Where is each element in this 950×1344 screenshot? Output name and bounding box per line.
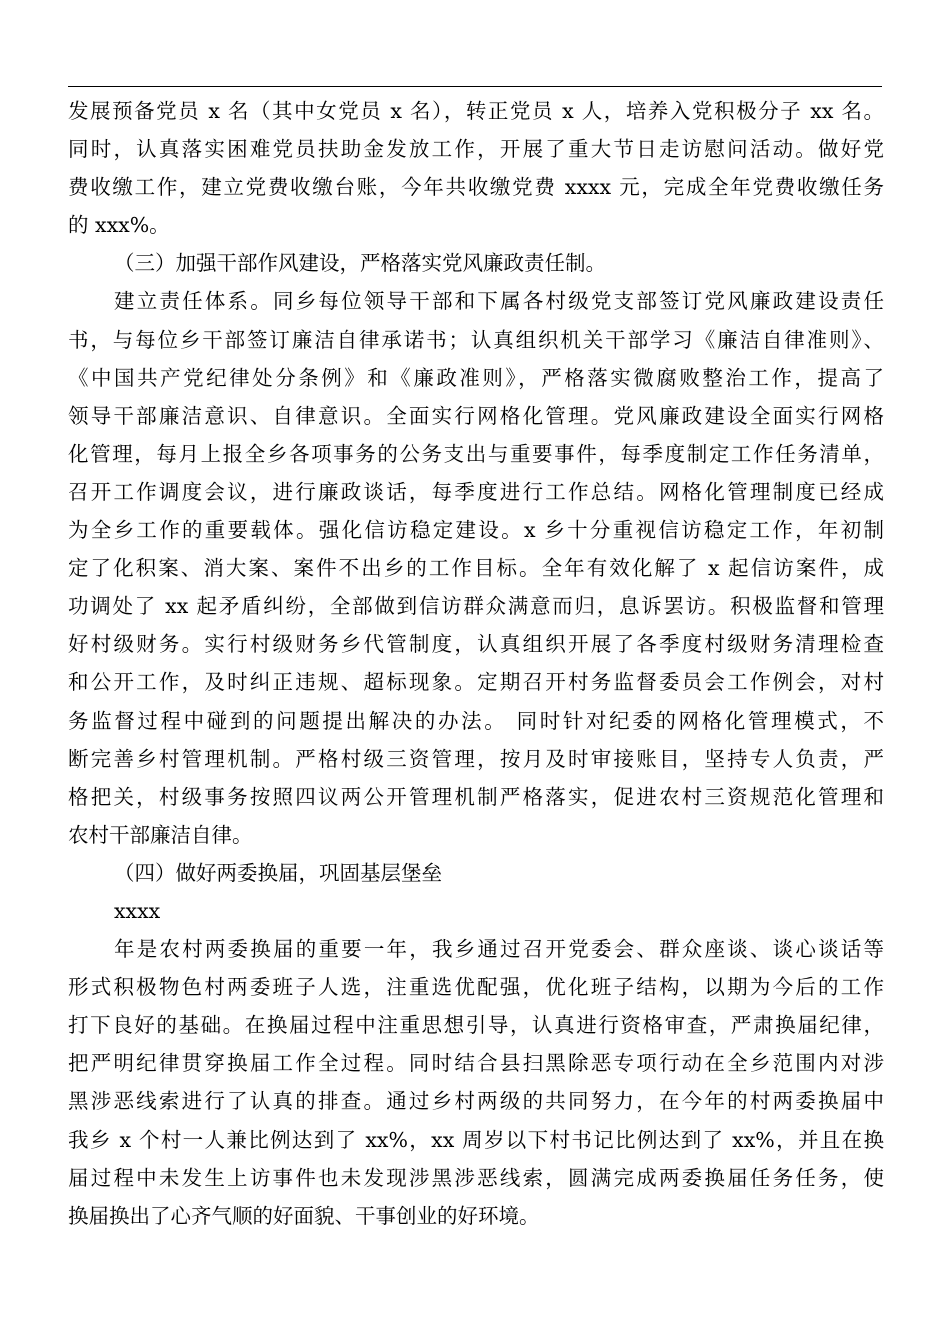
text-line: 发展预备党员 x 名（其中女党员 x 名），转正党员 x 人，培养入党积极分子 xx 名。 (68, 99, 884, 123)
text-line: xxxx (114, 898, 161, 923)
text-line: 建立责任体系。同乡每位领导干部和下属各村级党支部签订党风廉政建设责任 (114, 289, 884, 314)
text-line: 的 xxx%。 (68, 213, 170, 238)
text-line: 我乡 x 个村一人兼比例达到了 xx%，xx 周岁以下村书记比例达到了 xx%，并且在换 (68, 1127, 884, 1152)
text-line: 格把关，村级事务按照四议两公开管理机制严格落实，促进农村三资规范化管理和 (68, 784, 884, 809)
document-body (68, 92, 884, 1235)
text-line: 定了化积案、消大案、案件不出乡的工作目标。全年有效化解了 x 起信访案件，成 (68, 556, 884, 581)
text-line: 务监督过程中碰到的问题提出解决的办法。 同时针对纪委的网格化管理模式，不 (68, 708, 884, 733)
text-line: 形式积极物色村两委班子人选，注重选优配强，优化班子结构，以期为今后的工作 (68, 975, 884, 1000)
text-line: 化管理，每月上报全乡各项事务的公务支出与重要事件，每季度制定工作任务清单， (68, 441, 884, 466)
text-line: 同时，认真落实困难党员扶助金发放工作，开展了重大节日走访慰问活动。做好党 (68, 137, 884, 162)
text-line: 届过程中未发生上访事件也未发现涉黑涉恶线索，圆满完成两委换届任务任务，使 (68, 1165, 884, 1190)
text-line: 换届换出了心齐气顺的好面貌、干事创业的好环境。 (68, 1203, 540, 1228)
text-line: 费收缴工作，建立党费收缴台账，今年共收缴党费 xxxx 元，完成全年党费收缴任务 (68, 175, 884, 200)
text-line: 召开工作调度会议，进行廉政谈话，每季度进行工作总结。网格化管理制度已经成 (68, 479, 884, 504)
text-line: 好村级财务。实行村级财务乡代管制度，认真组织开展了各季度村级财务清理检查 (68, 632, 884, 657)
text-line: 年是农村两委换届的重要一年，我乡通过召开党委会、群众座谈、谈心谈话等 (114, 937, 884, 962)
text-line: 黑涉恶线索进行了认真的排查。通过乡村两级的共同努力，在今年的村两委换届中 (68, 1089, 884, 1114)
text-line: 农村干部廉洁自律。 (68, 822, 253, 847)
text-line: （三）加强干部作风建设，严格落实党风廉政责任制。 (114, 251, 606, 276)
text-line: 打下良好的基础。在换届过程中注重思想引导，认真进行资格审查，严肃换届纪律， (68, 1013, 884, 1038)
text-line: 把严明纪律贯穿换届工作全过程。同时结合县扫黑除恶专项行动在全乡范围内对涉 (68, 1051, 884, 1076)
text-line: 断完善乡村管理机制。严格村级三资管理，按月及时审接账目，坚持专人负责，严 (68, 746, 884, 771)
text-line: 《中国共产党纪律处分条例》和《廉政准则》，严格落实微腐败整治工作，提高了 (68, 365, 884, 390)
text-line: 功调处了 xx 起矛盾纠纷，全部做到信访群众满意而归，息诉罢访。积极监督和管理 (68, 594, 884, 619)
text-line: 为全乡工作的重要载体。强化信访稳定建设。x 乡十分重视信访稳定工作，年初制 (68, 518, 884, 543)
text-line: 领导干部廉洁意识、自律意识。全面实行网格化管理。党风廉政建设全面实行网格 (68, 403, 884, 428)
text-line: 书，与每位乡干部签订廉洁自律承诺书；认真组织机关干部学习《廉洁自律准则》、 (68, 327, 884, 352)
text-line: （四）做好两委换届，巩固基层堡垒 (114, 860, 442, 885)
text-line: 和公开工作，及时纠正违规、超标现象。定期召开村务监督委员会工作例会，对村 (68, 670, 884, 695)
header-rule (68, 86, 882, 87)
